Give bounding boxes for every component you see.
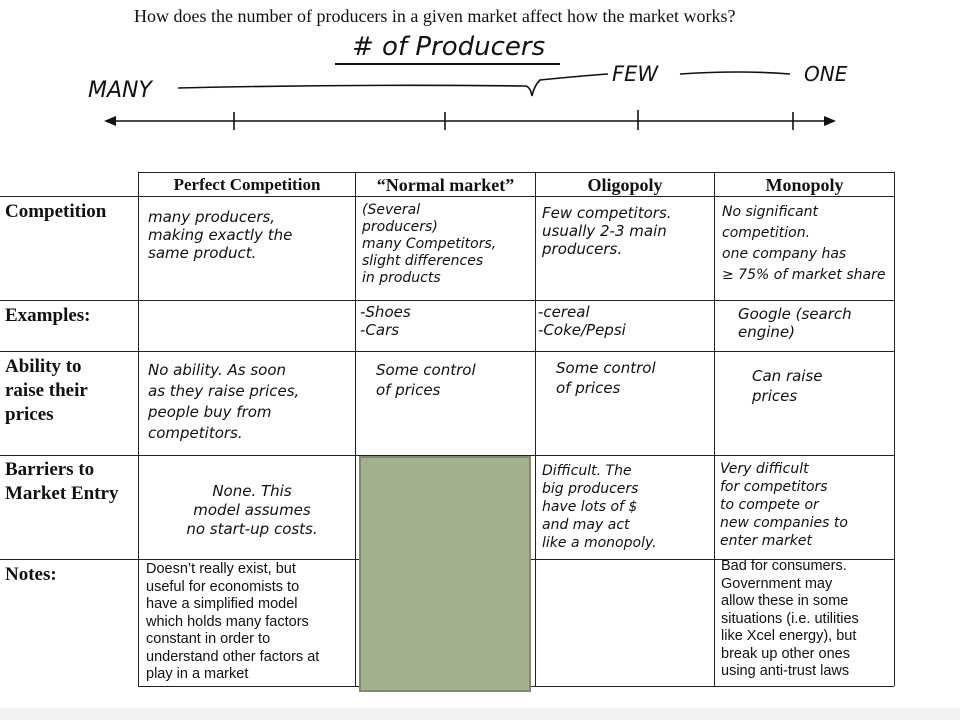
row-header-competition: Competition — [5, 201, 107, 222]
axis-many-label: MANY — [88, 78, 152, 103]
axis-few-label: FEW — [612, 62, 659, 86]
cell-competition-oligopoly: Few competitors. usually 2-3 main producers. — [542, 204, 672, 258]
row-header-ability-to-raise-prices: Ability to raise their prices — [5, 356, 88, 425]
cell-ability-monopoly: Can raise prices — [752, 367, 823, 405]
many-few-brace — [178, 74, 608, 96]
scale-arrow-left — [104, 116, 116, 126]
table-line — [0, 196, 894, 197]
table-line — [535, 172, 536, 686]
table-line — [355, 172, 356, 686]
cell-competition-perfect: many producers, making exactly the same product. — [148, 208, 293, 262]
cell-barriers-monopoly: Very difficult for competitors to compete or new companies to enter market — [720, 461, 848, 549]
bottom-edge — [0, 708, 960, 720]
table-line — [138, 172, 894, 173]
table-line — [0, 351, 894, 352]
row-header-barriers-to-entry: Barriers to Market Entry — [5, 459, 119, 504]
column-header-oligopoly: Oligopoly — [587, 175, 663, 195]
row-header-notes: Notes: — [5, 564, 57, 585]
table-line — [138, 172, 139, 686]
cell-ability-oligopoly: Some control of prices — [556, 359, 656, 397]
axis-one-label: ONE — [804, 62, 848, 86]
column-header-normal-market: “Normal market” — [376, 175, 515, 195]
row-header-examples: Examples: — [5, 305, 91, 326]
cell-notes-monopoly: Bad for consumers. Government may allow these in some situations (i.e. utilities like Xcel energy), but break up other ones using anti-trust laws — [721, 558, 859, 679]
table-line — [0, 300, 894, 301]
cell-competition-monopoly: No significant competition. one company has ≥ 75% of market share — [722, 204, 886, 283]
cell-notes-perfect: Doesn’t really exist, but useful for economists to have a simplified model which holds many factors constant in order to understand other factors at play in a market — [146, 561, 320, 682]
cell-examples-normal: -Shoes -Cars — [360, 303, 411, 339]
cell-barriers-oligopoly: Difficult. The big producers have lots of $ and may act like a monopoly. — [542, 463, 657, 551]
producer-scale — [0, 0, 960, 160]
column-header-monopoly: Monopoly — [765, 175, 844, 195]
cell-competition-normal: (Several producers) many Competitors, slight differences in products — [362, 202, 497, 286]
cell-ability-perfect: No ability. As soon as they raise prices, people buy from competitors. — [148, 361, 300, 442]
gray-cover-box — [359, 456, 531, 692]
cell-examples-monopoly: Google (search engine) — [738, 305, 852, 341]
column-header-perfect-competition: Perfect Competition — [173, 175, 321, 194]
cell-ability-normal: Some control of prices — [376, 361, 476, 399]
few-one-line — [680, 72, 790, 74]
scale-arrow-right — [824, 116, 836, 126]
table-line — [714, 172, 715, 686]
axis-title: # of Producers — [352, 32, 546, 62]
worksheet-question: How does the number of producers in a given market affect how the market works? — [134, 6, 736, 26]
cell-examples-oligopoly: -cereal -Coke/Pepsi — [538, 303, 626, 339]
cell-barriers-perfect: None. This model assumes no start-up costs. — [186, 482, 318, 538]
